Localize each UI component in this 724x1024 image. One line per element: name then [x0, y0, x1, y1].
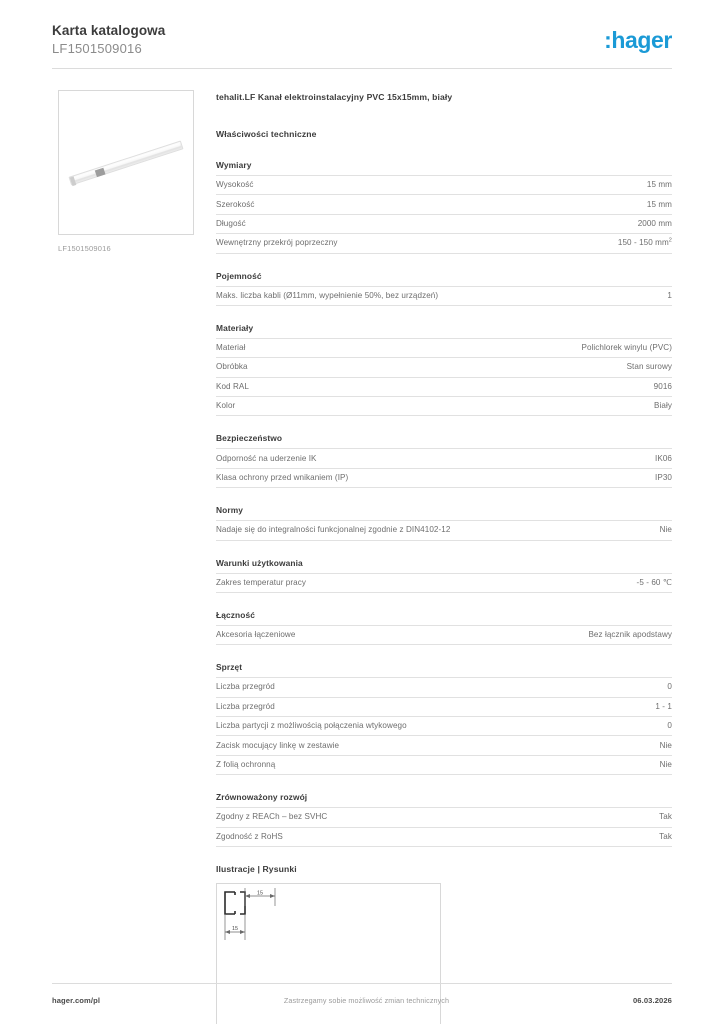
spec-table	[216, 520, 672, 540]
table-row	[216, 521, 672, 540]
document-reference: LF1501509016	[52, 41, 142, 56]
spec-label: Klasa ochrony przed wnikaniem (IP)	[216, 472, 349, 482]
header-titles	[52, 22, 165, 57]
spec-group	[216, 662, 672, 775]
page-title: Karta katalogowa	[52, 23, 166, 38]
dimension-bottom-label: 15	[232, 925, 238, 932]
spec-group-title: Wymiary	[216, 160, 252, 170]
spec-table	[216, 175, 672, 254]
spec-group	[216, 558, 672, 593]
spec-group-title: Pojemność	[216, 270, 262, 281]
spec-label: Zgodność z RoHS	[216, 831, 283, 841]
table-row	[216, 736, 672, 755]
spec-group-title: Warunki użytkowania	[216, 557, 303, 568]
spec-table	[216, 286, 672, 306]
spec-value: 0	[667, 721, 672, 731]
spec-group-title: Bezpieczeństwo	[216, 433, 283, 444]
spec-value	[531, 234, 672, 253]
spec-value: 9016	[653, 381, 672, 391]
hager-logo: :hager	[604, 27, 672, 53]
spec-group-title: Sprzęt	[216, 662, 243, 673]
spec-value: Biały	[654, 401, 672, 411]
spec-group	[216, 433, 672, 488]
spec-group	[216, 271, 672, 306]
trunking-clip	[95, 167, 106, 176]
spec-label: Długość	[216, 218, 246, 228]
spec-group	[216, 792, 672, 847]
spec-group	[216, 610, 672, 645]
spec-label: Szerokość	[216, 199, 255, 209]
product-image-caption: LF1501509016	[58, 244, 111, 253]
footer-date: 06.03.2026	[632, 996, 672, 1005]
spec-group-title: Materiały	[216, 322, 254, 333]
spec-table	[216, 807, 672, 847]
trunking-top-face	[71, 143, 180, 181]
table-row	[216, 827, 672, 846]
table-row	[216, 214, 672, 233]
spec-value-superscript: 2	[668, 237, 672, 244]
spec-label: Odporność na uderzenie IK	[216, 453, 317, 463]
spec-group	[216, 505, 672, 540]
spec-table	[216, 338, 672, 417]
dimension-top-label: 15	[257, 890, 263, 897]
spec-label: Akcesoria łączeniowe	[216, 630, 296, 640]
spec-label: Zakres temperatur pracy	[216, 577, 307, 587]
spec-label: Wysokość	[216, 180, 254, 190]
footer-website[interactable]: hager.com/pl	[52, 996, 101, 1005]
spec-label: Zacisk mocujący linkę w zestawie	[216, 740, 340, 750]
trunking-body	[68, 140, 183, 185]
spec-value: 0	[667, 682, 672, 692]
header-divider	[52, 68, 672, 69]
spec-label: Z folią ochronną	[216, 759, 276, 769]
spec-label: Liczba partycji z możliwością połączenia wtykowego	[216, 721, 407, 731]
page-header	[52, 22, 672, 68]
table-row	[216, 449, 672, 468]
spec-label: Materiał	[216, 343, 246, 353]
spec-value: 2000 mm	[637, 218, 672, 228]
spec-value: 15 mm	[646, 199, 672, 209]
spec-group	[216, 323, 672, 417]
table-row	[216, 717, 672, 736]
spec-value: Polichlorek winylu (PVC)	[581, 343, 672, 353]
spec-group	[216, 160, 672, 254]
table-row	[216, 697, 672, 716]
spec-label: Obróbka	[216, 362, 248, 372]
table-row	[216, 195, 672, 214]
spec-value: IP30	[655, 472, 672, 482]
spec-group-title: Normy	[216, 505, 244, 516]
table-row	[216, 678, 672, 697]
drawings-title: Ilustracje | Rysunki	[216, 863, 297, 874]
spec-value: IK06	[655, 453, 672, 463]
product-image	[58, 90, 194, 235]
spec-value: Tak	[659, 831, 672, 841]
spec-value: 1 - 1	[655, 701, 672, 711]
profile-lid	[240, 892, 245, 914]
product-name: tehalit.LF Kanał elektroinstalacyjny PVC 15x15mm, biały	[216, 92, 453, 102]
spec-value: Tak	[659, 812, 672, 822]
spec-label: Maks. liczba kabli (Ø11mm, wypełnienie 50%, bez urządzeń)	[216, 290, 439, 300]
spec-value: Nie	[659, 525, 672, 535]
spec-value: 15 mm	[646, 180, 672, 190]
spec-value: Bez łącznik apodstawy	[588, 630, 672, 640]
spec-table	[216, 448, 672, 488]
table-row	[216, 755, 672, 774]
spec-label: Nadaje się do integralności funkcjonalnej zgodnie z DIN4102-12	[216, 525, 451, 535]
spec-table	[216, 573, 672, 593]
spec-value: Stan surowy	[626, 362, 672, 372]
table-row	[216, 808, 672, 827]
table-row	[216, 176, 672, 195]
spec-label: Wewnętrzny przekrój poprzeczny	[216, 238, 338, 248]
trunking-illustration	[68, 140, 183, 185]
footer-disclaimer: Zastrzegamy sobie możliwość zmian technicznych	[283, 996, 450, 1005]
spec-label: Liczba przegród	[216, 682, 275, 692]
spec-label: Zgodny z REACh – bez SVHC	[216, 812, 328, 822]
table-row	[216, 286, 672, 305]
spec-table	[216, 677, 672, 775]
spec-value: Nie	[659, 740, 672, 750]
spec-value: -5 - 60 ℃	[636, 577, 672, 587]
spec-group-title: Zrównoważony rozwój	[216, 792, 308, 803]
spec-content	[216, 92, 672, 1024]
spec-table	[216, 625, 672, 645]
table-row	[216, 377, 672, 396]
spec-groups	[216, 160, 672, 847]
profile-outline	[225, 892, 235, 914]
table-row	[216, 397, 672, 416]
technical-properties-title: Właściwości techniczne	[216, 129, 317, 139]
spec-label: Liczba przegród	[216, 701, 275, 711]
spec-label: Kod RAL	[216, 381, 249, 391]
page-footer	[52, 996, 672, 1005]
table-row	[216, 234, 672, 253]
table-row	[216, 358, 672, 377]
spec-label: Kolor	[216, 401, 236, 411]
spec-value-text: 150 - 150 mm	[617, 238, 669, 248]
spec-group-title: Łączność	[216, 609, 255, 620]
spec-value: Nie	[659, 759, 672, 769]
table-row	[216, 338, 672, 357]
spec-value: 1	[667, 290, 672, 300]
table-row	[216, 573, 672, 592]
table-row	[216, 468, 672, 487]
footer-divider	[52, 983, 672, 984]
table-row	[216, 625, 672, 644]
